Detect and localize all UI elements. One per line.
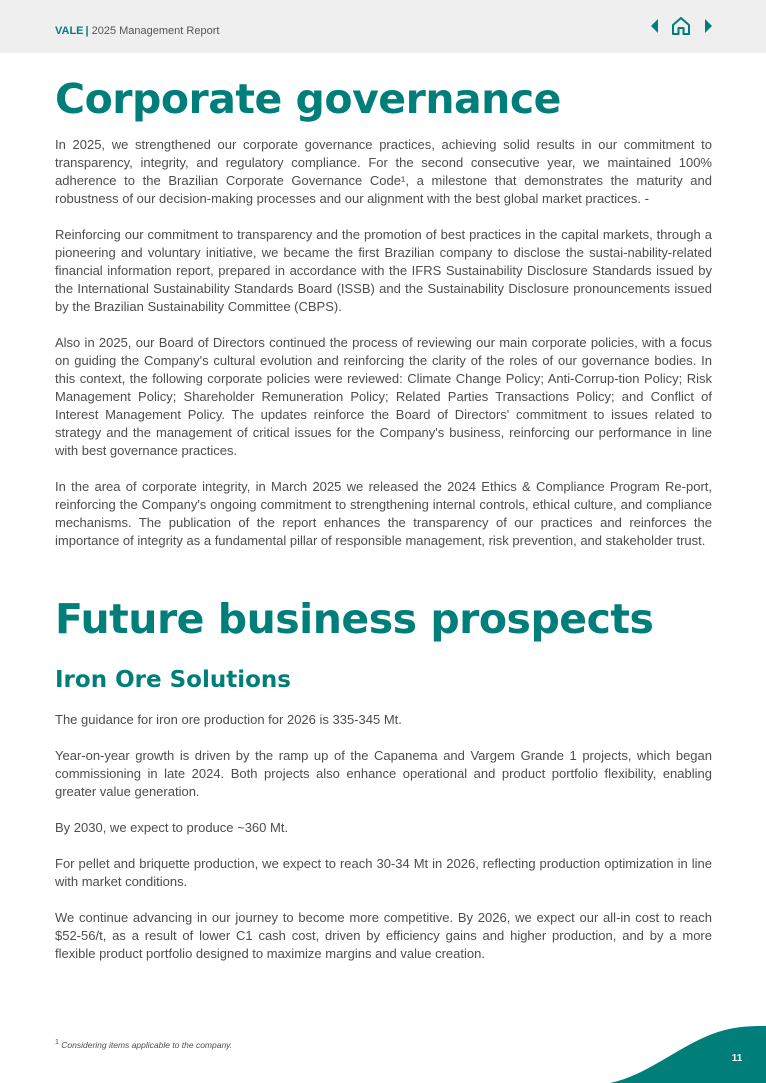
prospects-paragraph: We continue advancing in our journey to become more competitive. By 2026, we expect our all-in cost to reach $52-56/t, as a result of lower C1 cash cost, driven by efficiency gains and higher production, and by a more flexible product portfolio designed to maximize margins and value creation.: [55, 910, 712, 961]
page-number: 11: [731, 1053, 743, 1064]
prospects-paragraph: For pellet and briquette production, we expect to reach 30-34 Mt in 2026, reflecting production optimization in line with market conditions.: [55, 856, 712, 889]
section-title-governance: Corporate governance: [55, 75, 561, 123]
prospects-paragraph: Year-on-year growth is driven by the ramp up of the Capanema and Vargem Grande 1 projects, which began commissioning in late 2024. Both projects also enhance operational and product portfolio flexibility, enabling greater value generation.: [55, 748, 712, 799]
subsection-title-iron-ore: Iron Ore Solutions: [55, 667, 291, 693]
footnote-text: Considering items applicable to the company.: [61, 1039, 233, 1050]
next-page-icon[interactable]: [701, 15, 715, 37]
footnote-marker: 1: [55, 1039, 59, 1046]
governance-paragraph: Reinforcing our commitment to transparency and the promotion of best practices in the capital markets, through a pioneering and voluntary initiative, we became the first Brazilian company to disclose the sustai-nability-related financial information report, prepared in accordance with the IFRS Sustainability Disclosure Standards issued by the International Sustainability Standards Board (ISSB) and the Sustainability Disclosure pronouncements issued by the Brazilian Sustainability Committee (CBPS).: [55, 227, 712, 314]
governance-paragraph: In the area of corporate integrity, in March 2025 we released the 2024 Ethics & Compliance Program Re-port, reinforcing the Company's ongoing commitment to strengthening internal controls, ethical culture, and compliance mechanisms. The publication of the report enhances the transparency of our practices and reinforces the importance of integrity as a fundamental pillar of responsible management, risk prevention, and stakeholder trust.: [55, 479, 712, 548]
prospects-paragraph: By 2030, we expect to produce ~360 Mt.: [55, 820, 289, 835]
home-icon[interactable]: [670, 15, 692, 37]
report-title: 2025 Management Report: [91, 25, 220, 37]
brand-separator: |: [85, 25, 89, 37]
previous-page-icon[interactable]: [648, 15, 662, 37]
prospects-paragraph: The guidance for iron ore production for 2026 is 335-345 Mt.: [55, 712, 402, 727]
brand-line: [55, 24, 219, 38]
footnote: [55, 1037, 232, 1051]
governance-paragraph: In 2025, we strengthened our corporate governance practices, achieving solid results in our commitment to transparency, integrity, and regulatory compliance. For the second consecutive year, we maintained 100% adherence to the Brazilian Corporate Governance Code¹, a milestone that demonstrates the maturity and robustness of our decision-making processes and our alignment with the best global market practices. -: [55, 137, 712, 206]
governance-paragraph: Also in 2025, our Board of Directors continued the process of reviewing our main corporate policies, with a focus on guiding the Company's cultural evolution and reinforcing the clarity of the roles of our governance bodies. In this context, the following corporate policies were reviewed: Climate Change Policy; Anti-Corrup-tion Policy; Risk Management Policy; Shareholder Remuneration Policy; Related Parties Transactions Policy; and Conflict of Interest Management Policy. The updates reinforce the Board of Directors' commitment to issues related to strategy and the management of critical issues for the Company's business, reinforcing our performance in line with best governance practices.: [55, 335, 712, 458]
brand-name: VALE: [55, 25, 84, 37]
header-bar: [0, 0, 766, 53]
section-title-prospects: Future business prospects: [55, 595, 654, 643]
